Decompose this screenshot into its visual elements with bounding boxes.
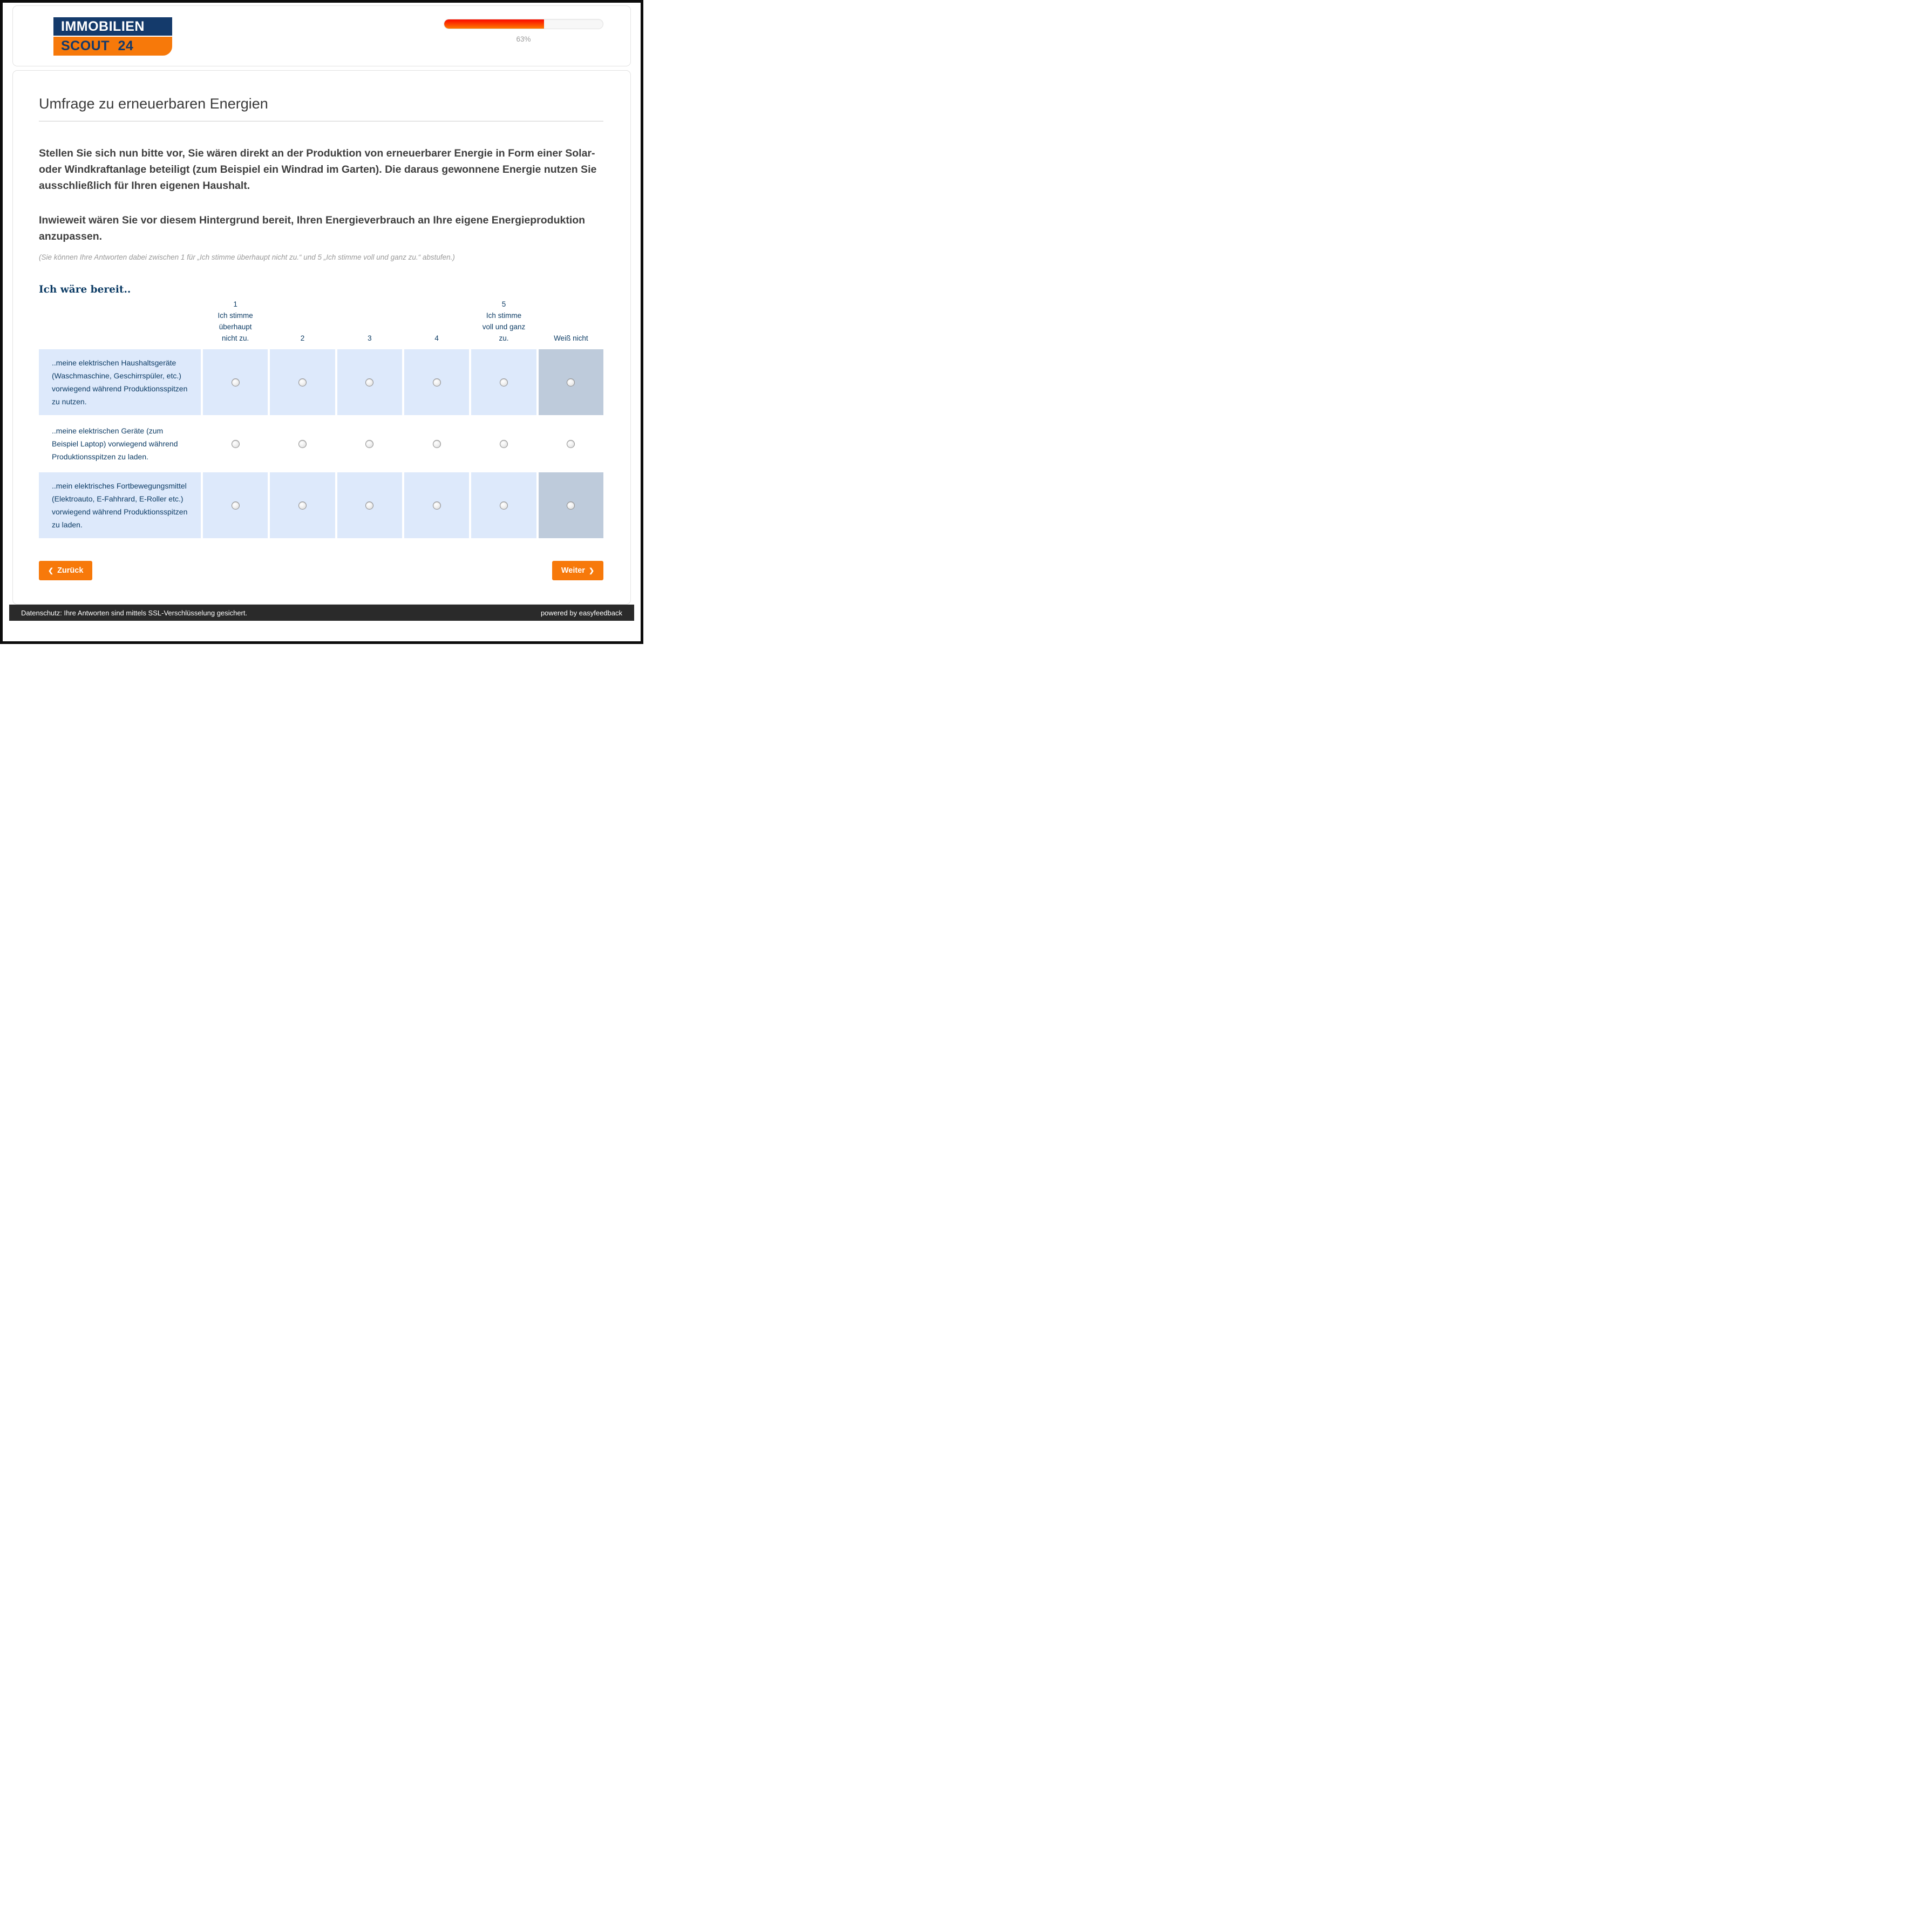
cell-r2-c3 <box>337 417 402 470</box>
radio-r3-c5[interactable] <box>500 501 508 510</box>
scale-note: (Sie können Ihre Antworten dabei zwischen 1 für „Ich stimme überhaupt nicht zu.“ und 5 „Ich stimme voll und ganz zu.“ abstufen.) <box>39 253 455 261</box>
progress-fill <box>444 19 544 29</box>
cell-r3-c5 <box>471 472 536 538</box>
back-button[interactable] <box>39 561 92 580</box>
radio-r2-c4[interactable] <box>433 440 441 448</box>
page-title: Umfrage zu erneuerbaren Energien <box>39 96 268 112</box>
radio-r2-c2[interactable] <box>298 440 307 448</box>
logo-immobilien-text: IMMOBILIEN <box>53 17 172 36</box>
radio-r1-c1[interactable] <box>232 378 240 387</box>
cell-r3-weiss-nicht <box>539 472 603 538</box>
chevron-left-icon: ❮ <box>48 567 54 574</box>
progress-track <box>444 19 603 29</box>
cell-r2-weiss-nicht <box>539 417 603 470</box>
matrix-header-spacer <box>39 299 201 346</box>
cell-r3-c3 <box>337 472 402 538</box>
radio-r1-weiss-nicht[interactable] <box>567 378 575 387</box>
next-button-label: Weiter <box>561 566 585 575</box>
header-card <box>12 5 631 66</box>
matrix-row-3 <box>39 472 603 538</box>
column-header-1: 1 Ich stimme überhaupt nicht zu. <box>218 300 253 342</box>
cell-r3-c1 <box>203 472 268 538</box>
rating-matrix <box>39 299 603 538</box>
cell-r1-c3 <box>337 349 402 415</box>
row-label-2: ..meine elektrischen Geräte (zum Beispiel Laptop) vorwiegend während Produktionsspitzen zu laden. <box>52 426 178 461</box>
navigation-buttons <box>39 561 603 580</box>
matrix-prompt: Ich wäre bereit.. <box>39 284 131 295</box>
column-header-2: 2 <box>300 334 305 342</box>
matrix-row-2 <box>39 417 603 470</box>
page-frame <box>0 0 643 644</box>
cell-r2-c5 <box>471 417 536 470</box>
cell-r3-c2 <box>270 472 335 538</box>
row-label-3: ..mein elektrisches Fortbewegungsmittel (Elektroauto, E-Fahhrard, E-Roller etc.) vorwiegend während Produktionsspitzen zu laden. <box>39 472 201 538</box>
radio-r1-c4[interactable] <box>433 378 441 387</box>
cell-r3-c4 <box>404 472 469 538</box>
row-label-1: ..meine elektrischen Haushaltsgeräte (Waschmaschine, Geschirrspüler, etc.) vorwiegend während Produktionsspitzen zu nutzen. <box>39 349 201 415</box>
cell-r1-c2 <box>270 349 335 415</box>
progress-bar <box>444 19 603 43</box>
radio-r3-c1[interactable] <box>232 501 240 510</box>
cell-r2-c1 <box>203 417 268 470</box>
cell-r1-weiss-nicht <box>539 349 603 415</box>
radio-r2-c3[interactable] <box>365 440 373 448</box>
radio-r2-weiss-nicht[interactable] <box>567 440 575 448</box>
powered-by: powered by easyfeedback <box>540 608 622 617</box>
radio-r1-c3[interactable] <box>365 378 373 387</box>
progress-percent: 63% <box>516 35 531 43</box>
cell-r1-c1 <box>203 349 268 415</box>
column-header-weiss-nicht: Weiß nicht <box>554 334 588 342</box>
radio-r1-c5[interactable] <box>500 378 508 387</box>
radio-r3-c4[interactable] <box>433 501 441 510</box>
cell-r2-c2 <box>270 417 335 470</box>
privacy-note: Datenschutz: Ihre Antworten sind mittels SSL-Verschlüsselung gesichert. <box>21 608 248 617</box>
footer-bar <box>9 605 634 621</box>
logo-scout24-text: SCOUT 24 <box>53 37 172 56</box>
cell-r2-c4 <box>404 417 469 470</box>
column-header-4: 4 <box>434 334 439 342</box>
survey-card <box>12 70 631 605</box>
back-button-label: Zurück <box>57 566 84 575</box>
page-inner <box>3 3 641 628</box>
next-button[interactable] <box>552 561 603 580</box>
matrix-header-row <box>39 299 603 346</box>
radio-r3-weiss-nicht[interactable] <box>567 501 575 510</box>
cell-r1-c4 <box>404 349 469 415</box>
radio-r2-c5[interactable] <box>500 440 508 448</box>
column-header-5: 5 Ich stimme voll und ganz zu. <box>482 300 526 342</box>
intro-paragraph: Stellen Sie sich nun bitte vor, Sie wären direkt an der Produktion von erneuerbarer Energie in Form einer Solar- oder Windkraftanlage beteiligt (zum Beispiel ein Windrad im Garten). Die daraus gewonnene Energie nutzen Sie ausschließlich für Ihren eigenen Haushalt. <box>39 147 597 192</box>
column-header-3: 3 <box>368 334 372 342</box>
matrix-row-1 <box>39 349 603 415</box>
radio-r2-c1[interactable] <box>232 440 240 448</box>
question-paragraph: Inwieweit wären Sie vor diesem Hintergrund bereit, Ihren Energieverbrauch an Ihre eigene Energieproduktion anzupassen. <box>39 214 586 242</box>
immobilienscout24-logo <box>53 17 172 56</box>
cell-r1-c5 <box>471 349 536 415</box>
radio-r1-c2[interactable] <box>298 378 307 387</box>
chevron-right-icon: ❯ <box>588 567 594 574</box>
radio-r3-c3[interactable] <box>365 501 373 510</box>
radio-r3-c2[interactable] <box>298 501 307 510</box>
